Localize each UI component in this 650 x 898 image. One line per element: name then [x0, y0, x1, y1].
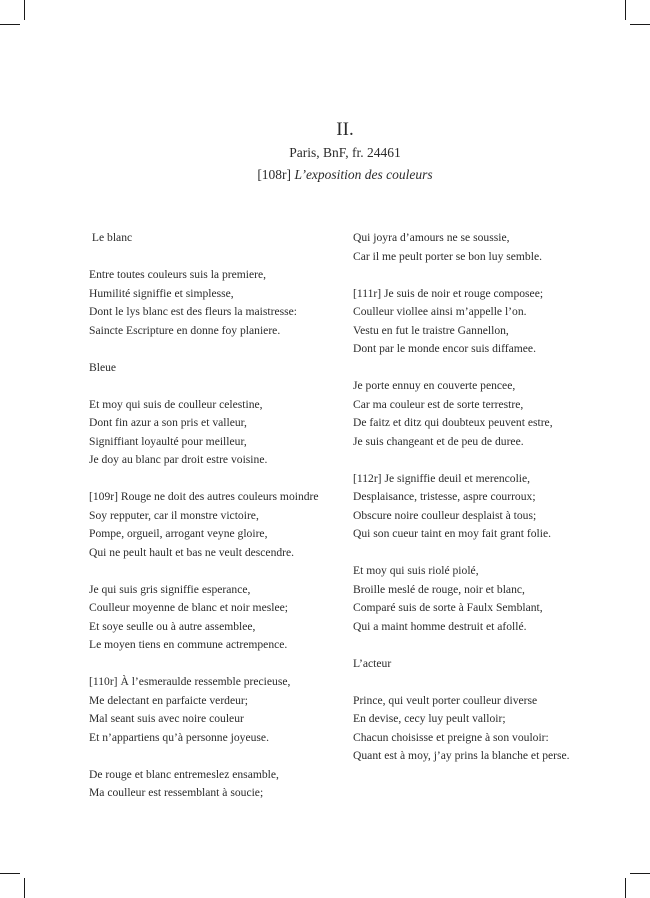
verse-line: Saincte Escripture en donne foy planiere. [89, 323, 281, 337]
verse-line: Me delectant en parfaicte verdeur; [89, 693, 249, 707]
verse-line: Et soye seulle ou à autre assemblee, [89, 619, 256, 633]
verse-line: Humilité signiffie et simplesse, [89, 286, 234, 300]
crop-mark-bottom-right-horizontal [630, 873, 650, 874]
stanza [353, 562, 603, 636]
verse-line: Quant est à moy, j’ay prins la blanche et perse. [353, 749, 570, 762]
verse-line: Je qui suis gris signiffie esperance, [89, 582, 251, 596]
stanza [353, 692, 603, 766]
stanza [89, 581, 339, 655]
verse-line: Desplaisance, tristesse, aspre courroux; [353, 490, 536, 503]
crop-mark-top-right-horizontal [630, 24, 650, 25]
stanza [89, 673, 339, 747]
verse-line: [111r] Je suis de noir et rouge composee; [353, 286, 544, 300]
verse-line: Je suis changeant et de peu de duree. [353, 434, 524, 448]
verse-line: Comparé suis de sorte à Faulx Semblant, [353, 601, 543, 614]
stanza [89, 766, 339, 803]
verse-line: [109r] Rouge ne doit des autres couleurs moindre [89, 490, 319, 503]
heading-bleue: Bleue [89, 360, 117, 374]
verse-line: Dont fin azur a son pris et valleur, [89, 416, 247, 429]
verse-line: Qui joyra d’amours ne se soussie, [353, 231, 510, 244]
verse-line: Dont par le monde encor suis diffamee. [353, 342, 536, 355]
stanza [353, 470, 603, 544]
verse-line: [112r] Je signiffie deuil et merencolie, [353, 471, 531, 485]
crop-mark-top-left-horizontal [0, 24, 20, 25]
text-title [40, 164, 650, 186]
verse-line: De rouge et blanc entremeslez ensamble, [89, 767, 279, 781]
stanza [353, 229, 603, 266]
verse-line: Et moy qui suis riolé piolé, [353, 564, 479, 577]
verse-line: Je doy au blanc par droit estre voisine. [89, 453, 268, 466]
verse-line: Chacun choisisse et preigne à son vouloir: [353, 730, 549, 744]
stanza [353, 377, 603, 451]
crop-mark-bottom-right-vertical [625, 878, 626, 898]
crop-mark-bottom-left-vertical [24, 878, 25, 898]
verse-line: Ma coulleur est ressemblant à soucie; [89, 786, 264, 799]
stanza [89, 266, 339, 340]
verse-line: Qui son cueur taint en moy fait grant folie. [353, 527, 552, 540]
folio-reference: [108r] [257, 167, 292, 182]
verse-line: Broille meslé de rouge, noir et blanc, [353, 582, 525, 596]
verse-line: Signiffiant loyaulté pour meilleur, [89, 434, 247, 448]
verse-line: Je porte ennuy en couverte pencee, [353, 379, 516, 392]
verse-line: En devise, cecy luy peult valloir; [353, 712, 506, 725]
crop-mark-top-right-vertical [625, 0, 626, 20]
verse-line: Dont le lys blanc est des fleurs la maistresse: [89, 305, 297, 318]
manuscript-reference: Paris, BnF, fr. 24461 [289, 145, 401, 160]
verse-line: Le moyen tiens en commune actrempence. [89, 638, 288, 651]
section-numeral: II. [336, 119, 354, 140]
left-column [89, 229, 339, 821]
verse-line: Soy repputer, car il monstre victoire, [89, 508, 259, 522]
verse-line: Qui a maint homme destruit et afollé. [353, 619, 527, 633]
page-header [0, 118, 650, 186]
heading-acteur: L’acteur [353, 656, 392, 670]
heading-acteur-block [353, 655, 603, 674]
verse-line: Car il me peult porter se bon luy semble. [353, 249, 542, 263]
verse-line: Vestu en fut le traistre Gannellon, [353, 323, 509, 337]
right-column [353, 229, 603, 784]
stanza [89, 396, 339, 470]
verse-line: Prince, qui veult porter coulleur diverse [353, 693, 538, 707]
crop-mark-bottom-left-horizontal [0, 873, 20, 874]
verse-line: Et n’appartiens qu’à personne joyeuse. [89, 730, 269, 744]
verse-line: Car ma couleur est de sorte terrestre, [353, 397, 524, 411]
heading-blanc-block [89, 229, 339, 248]
verse-line: Entre toutes couleurs suis la premiere, [89, 268, 267, 281]
verse-line: De faitz et ditz qui doubteux peuvent estre, [353, 416, 553, 429]
heading-blanc: Le blanc [89, 231, 133, 244]
verse-line: [110r] À l’esmeraulde ressemble precieuse, [89, 675, 291, 688]
verse-line: Qui ne peult hault et bas ne veult descendre. [89, 545, 295, 559]
stanza [353, 285, 603, 359]
verse-line: Pompe, orgueil, arrogant veyne gloire, [89, 527, 268, 540]
poem-title: L’exposition des couleurs [294, 167, 433, 182]
verse-line: Et moy qui suis de coulleur celestine, [89, 397, 263, 411]
verse-line: Coulleur moyenne de blanc et noir meslee; [89, 601, 288, 614]
verse-line: Mal seant suis avec noire couleur [89, 712, 244, 725]
verse-line: Obscure noire coulleur desplaist à tous; [353, 508, 537, 522]
crop-mark-top-left-vertical [24, 0, 25, 20]
heading-bleue-block [89, 359, 339, 378]
stanza [89, 488, 339, 562]
verse-line: Coulleur viollee ainsi m’appelle l’on. [353, 305, 527, 318]
